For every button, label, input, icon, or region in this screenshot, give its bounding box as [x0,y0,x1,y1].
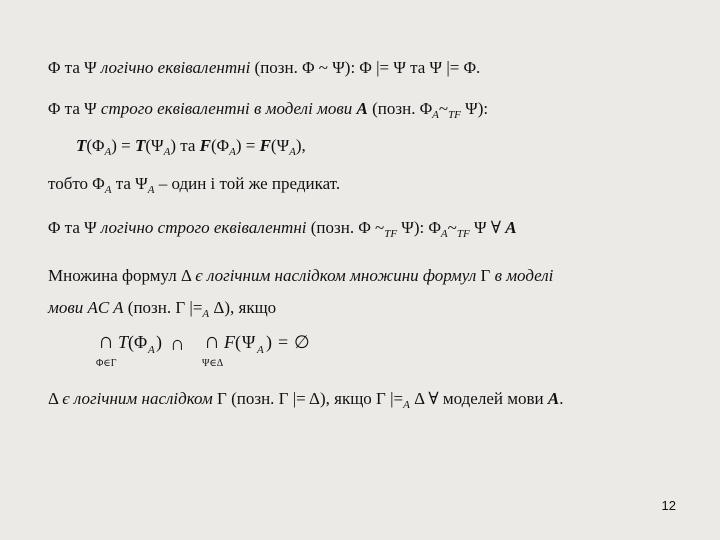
subscript: A [289,146,296,158]
text: ~ [438,99,449,118]
subscript: A [432,109,439,121]
false-set-symbol: F [199,136,211,155]
subscript: A [104,184,112,196]
index-phi-in-gamma: Φ∈Γ [96,358,117,369]
text: мови AC A [48,298,124,317]
subscript: A [202,308,210,320]
text: Ψ): Φ [397,218,441,237]
text: (Φ [86,136,105,155]
text: Γ (позн. Γ |= Δ), якщо Γ |= [212,389,404,408]
truth-set-symbol: T [118,332,129,352]
text: (позн. Φ ~ [306,218,385,237]
empty-set-symbol: ∅ [294,332,310,352]
false-set-symbol: F [224,332,235,352]
text: ) = [235,136,260,155]
index-psi-in-delta: Ψ∈Δ [202,358,224,369]
text: Φ та Ψ [48,99,101,118]
same-predicate-note [48,174,340,194]
text: (позн. Γ |= [123,298,203,317]
equals-sign: = [278,332,289,352]
subscript: A [148,344,155,356]
svg-text:(: ( [128,332,134,352]
definition-logical-strict-equivalence [48,218,517,238]
phi-symbol: Φ [134,332,148,352]
consequence-general-definition [48,389,563,409]
text: в моделі [494,266,554,285]
text: Множина формул Δ [48,266,196,285]
term-logically-equivalent: логічно еквівалентні [100,58,251,77]
definition-consequence-line2 [48,298,276,318]
intersection-symbol: ∩ [170,333,185,355]
subscript: A [257,344,264,356]
subscript: A [403,399,410,411]
svg-text:): ) [156,332,162,352]
svg-text:): ) [266,332,272,352]
term-logical-consequence: є логічним наслідком множини формул [195,266,477,285]
page-number: 12 [661,498,676,513]
subscript: TF [384,228,398,240]
text: Ψ): [460,99,489,118]
text: ~ [447,218,457,237]
intersection-symbol: ∩ [98,328,114,353]
text: та Ψ [111,174,148,193]
subscript: TF [456,228,470,240]
truth-set-symbol: T [134,136,146,155]
term-logical-consequence: є логічним наслідком [62,389,213,408]
strict-equivalence-condition [76,136,306,156]
subscript: A [229,146,236,158]
consequence-formula [96,328,356,372]
false-set-symbol: F [259,136,271,155]
model-symbol: A [547,389,560,408]
text: Δ), якщо [209,298,277,317]
subscript: A [104,146,112,158]
svg-text:(: ( [235,332,241,352]
text: Γ [476,266,495,285]
model-symbol: A [505,218,517,237]
definition-consequence-line1 [48,266,553,286]
subscript: A [440,228,448,240]
subscript: A [147,184,155,196]
text: Φ та Ψ [48,58,101,77]
text: Δ ∀ моделей мови [409,389,548,408]
text: (Φ [211,136,230,155]
text: (Ψ [270,136,290,155]
subscript: TF [448,109,461,121]
text: (Ψ [145,136,164,155]
text: ) = [111,136,135,155]
term-strictly-equivalent: строго еквівалентні в моделі мови [100,99,357,118]
text: (позн. Φ ~ Ψ): Φ |= Ψ та Ψ |= Φ. [250,58,481,77]
text: Φ та Ψ [48,218,101,237]
text: Ψ ∀ [469,218,506,237]
intersection-symbol: ∩ [204,328,220,353]
text: ) та [170,136,200,155]
text: ), [295,136,306,155]
subscript: A [163,146,171,158]
model-symbol: A [356,99,368,118]
text: – один і той же предикат. [154,174,341,193]
term-logically-strictly-equivalent: логічно строго еквівалентні [100,218,307,237]
definition-strict-equivalence [48,99,488,119]
psi-symbol: Ψ [242,332,256,352]
text: тобто Φ [48,174,105,193]
truth-set-symbol: T [76,136,87,155]
definition-logical-equivalence [48,58,480,78]
text: . [559,389,564,408]
text: Δ [48,389,63,408]
text: (позн. Φ [367,99,433,118]
